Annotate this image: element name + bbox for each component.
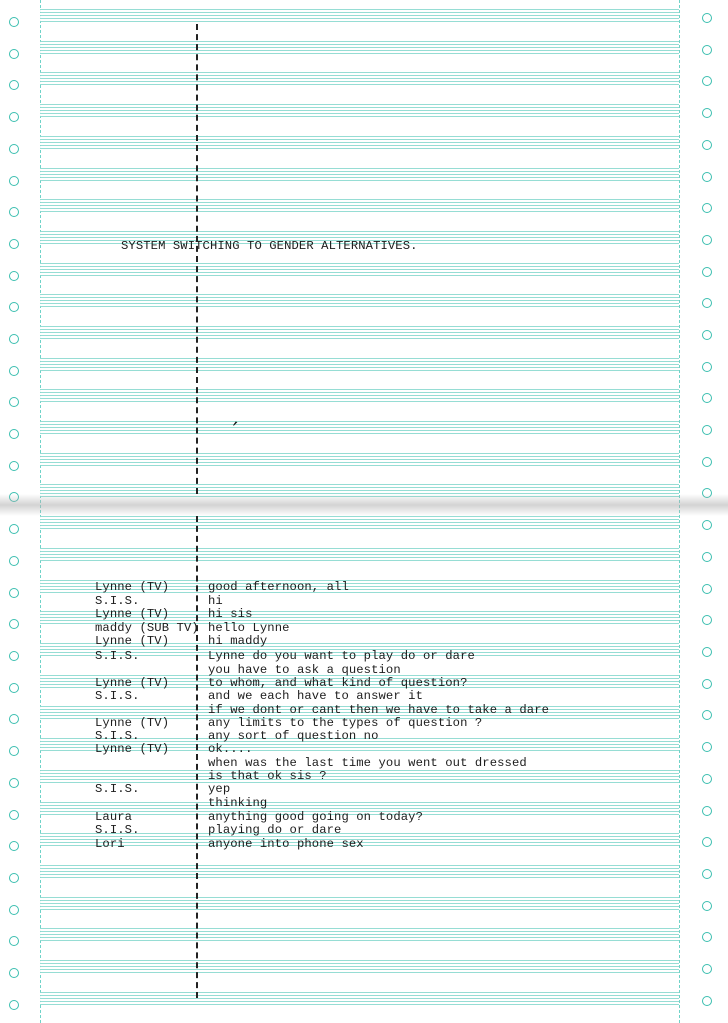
tractor-hole xyxy=(702,837,712,847)
tractor-hole xyxy=(702,615,712,625)
greenbar-band xyxy=(40,294,679,307)
tractor-hole xyxy=(702,298,712,308)
system-message: SYSTEM SWITCHING TO GENDER ALTERNATIVES. xyxy=(121,239,418,253)
chat-message: hi sis xyxy=(208,607,253,621)
greenbar-band xyxy=(40,358,679,371)
chat-speaker: Lynne (TV) xyxy=(95,716,170,730)
tractor-hole xyxy=(702,393,712,403)
tractor-hole xyxy=(9,49,19,59)
tractor-hole xyxy=(9,239,19,249)
tractor-hole xyxy=(702,457,712,467)
tractor-hole xyxy=(9,207,19,217)
tractor-hole xyxy=(702,108,712,118)
tractor-hole xyxy=(9,80,19,90)
chat-message: playing do or dare xyxy=(208,823,342,837)
tractor-hole xyxy=(9,461,19,471)
greenbar-band xyxy=(40,168,679,181)
tractor-hole xyxy=(702,235,712,245)
chat-speaker: Lynne (TV) xyxy=(95,607,170,621)
tractor-hole xyxy=(9,112,19,122)
chat-message: thinking xyxy=(208,796,268,810)
chat-speaker: Laura xyxy=(95,810,133,824)
tractor-hole xyxy=(702,647,712,657)
greenbar-band xyxy=(40,72,679,85)
chat-message: to whom, and what kind of question? xyxy=(208,676,468,690)
tractor-hole xyxy=(702,584,712,594)
tractor-hole xyxy=(9,271,19,281)
column-divider-top xyxy=(196,24,198,494)
greenbar-band xyxy=(40,897,679,910)
chat-message: yep xyxy=(208,782,231,796)
greenbar-band xyxy=(40,41,679,54)
tractor-hole xyxy=(702,679,712,689)
tractor-hole xyxy=(9,144,19,154)
greenbar-band xyxy=(40,136,679,149)
tractor-hole xyxy=(9,778,19,788)
tractor-hole xyxy=(9,588,19,598)
tractor-hole xyxy=(9,810,19,820)
greenbar-band xyxy=(40,865,679,878)
greenbar-band xyxy=(40,199,679,212)
stray-mark: , xyxy=(230,412,244,430)
chat-speaker: Lynne (TV) xyxy=(95,676,170,690)
tractor-hole xyxy=(9,619,19,629)
column-divider-bottom xyxy=(196,516,198,998)
tractor-hole xyxy=(702,330,712,340)
tractor-hole xyxy=(9,366,19,376)
greenbar-band xyxy=(40,263,679,276)
chat-message: is that ok sis ? xyxy=(208,769,327,783)
tractor-hole xyxy=(9,302,19,312)
greenbar-band xyxy=(40,960,679,973)
tractor-hole xyxy=(702,13,712,23)
tractor-hole xyxy=(9,936,19,946)
chat-message: if we dont or cant then we have to take a dare xyxy=(208,703,550,717)
chat-speaker: Lynne (TV) xyxy=(95,742,170,756)
tractor-hole xyxy=(702,76,712,86)
tractor-hole xyxy=(702,425,712,435)
chat-message: Lynne do you want to play do or dare xyxy=(208,649,475,663)
chat-speaker: S.I.S. xyxy=(95,594,140,608)
tractor-hole xyxy=(9,714,19,724)
greenbar-band xyxy=(40,326,679,339)
tractor-hole xyxy=(9,841,19,851)
chat-message: any limits to the types of question ? xyxy=(208,716,483,730)
tractor-hole xyxy=(702,172,712,182)
tractor-hole xyxy=(9,429,19,439)
greenbar-band xyxy=(40,548,679,561)
tractor-hole xyxy=(702,552,712,562)
greenbar-band xyxy=(40,992,679,1005)
chat-speaker: S.I.S. xyxy=(95,782,140,796)
tractor-hole xyxy=(9,746,19,756)
chat-speaker: Lynne (TV) xyxy=(95,634,170,648)
chat-message: ok.... xyxy=(208,742,253,756)
greenbar-band xyxy=(40,928,679,941)
chat-speaker: S.I.S. xyxy=(95,649,140,663)
tractor-hole xyxy=(702,520,712,530)
greenbar-band xyxy=(40,516,679,529)
chat-speaker: maddy (SUB TV) xyxy=(95,621,199,635)
tractor-hole xyxy=(702,267,712,277)
chat-speaker: S.I.S. xyxy=(95,729,140,743)
tractor-hole xyxy=(702,996,712,1006)
chat-speaker: Lori xyxy=(95,837,125,851)
tractor-hole xyxy=(9,176,19,186)
chat-message: any sort of question no xyxy=(208,729,379,743)
chat-message: hi xyxy=(208,594,223,608)
tractor-hole xyxy=(702,710,712,720)
greenbar-band xyxy=(40,104,679,117)
tractor-hole xyxy=(702,869,712,879)
greenbar-band xyxy=(40,9,679,22)
chat-speaker: S.I.S. xyxy=(95,823,140,837)
chat-message: when was the last time you went out dressed xyxy=(208,756,527,770)
chat-message: and we each have to answer it xyxy=(208,689,423,703)
chat-speaker: S.I.S. xyxy=(95,689,140,703)
chat-message: anything good going on today? xyxy=(208,810,423,824)
tractor-hole xyxy=(9,334,19,344)
tractor-hole xyxy=(702,774,712,784)
chat-message: good afternoon, all xyxy=(208,580,349,594)
tractor-hole xyxy=(702,901,712,911)
chat-message: hello Lynne xyxy=(208,621,290,635)
chat-message: hi maddy xyxy=(208,634,268,648)
tractor-hole xyxy=(9,873,19,883)
greenbar-band xyxy=(40,389,679,402)
tractor-hole xyxy=(9,17,19,27)
tractor-hole xyxy=(9,905,19,915)
tractor-hole xyxy=(702,140,712,150)
tractor-hole xyxy=(9,651,19,661)
tractor-hole xyxy=(702,203,712,213)
tractor-hole xyxy=(9,556,19,566)
tractor-hole xyxy=(702,362,712,372)
greenbar-band xyxy=(40,453,679,466)
chat-message: anyone into phone sex xyxy=(208,837,364,851)
chat-message: you have to ask a question xyxy=(208,663,401,677)
tractor-hole xyxy=(9,1000,19,1010)
tractor-hole xyxy=(9,683,19,693)
tractor-hole xyxy=(702,964,712,974)
tractor-hole xyxy=(702,806,712,816)
greenbar-band xyxy=(40,421,679,434)
tractor-hole xyxy=(702,45,712,55)
tractor-hole xyxy=(702,742,712,752)
tractor-hole xyxy=(9,968,19,978)
tractor-hole xyxy=(9,524,19,534)
chat-speaker: Lynne (TV) xyxy=(95,580,170,594)
tractor-hole xyxy=(9,397,19,407)
page-fold xyxy=(0,494,728,516)
tractor-hole xyxy=(702,932,712,942)
